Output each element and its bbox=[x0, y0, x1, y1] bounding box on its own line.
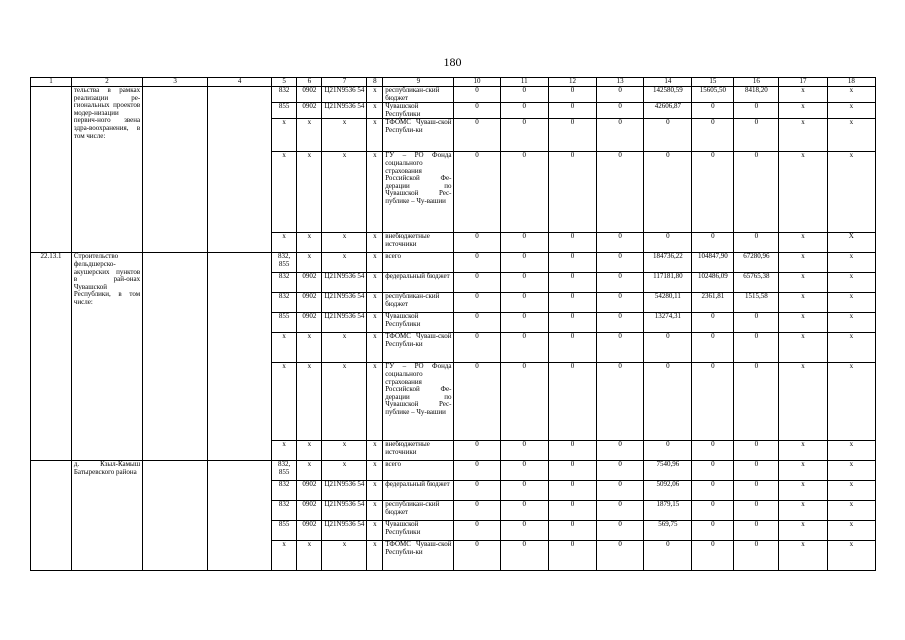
value-col15-cell: 0 bbox=[692, 441, 734, 461]
value-col18-cell: х bbox=[827, 441, 875, 461]
value-col17-cell: х bbox=[779, 119, 827, 152]
value-col12-cell: 0 bbox=[548, 313, 596, 333]
value-col12-cell: 0 bbox=[548, 273, 596, 293]
value-col14-cell: 0 bbox=[644, 441, 692, 461]
table-row bbox=[31, 253, 876, 273]
expense-type-cell: х bbox=[367, 273, 383, 293]
target-article-cell: Ц21N9536 54 bbox=[322, 313, 367, 333]
value-col13-cell: 0 bbox=[597, 521, 644, 541]
admin-code-cell: 832, 855 bbox=[272, 253, 297, 273]
expense-type-cell: х bbox=[367, 441, 383, 461]
section-code-cell: х bbox=[297, 253, 322, 273]
expense-type-cell: х bbox=[367, 313, 383, 333]
section-code-cell: 0902 bbox=[297, 501, 322, 521]
table-row bbox=[31, 461, 876, 481]
value-col10-cell: 0 bbox=[454, 273, 500, 293]
value-col14-cell: 5092,06 bbox=[644, 481, 692, 501]
target-article-cell: Ц21N9536 54 bbox=[322, 293, 367, 313]
value-col16-cell: 65765,38 bbox=[734, 273, 779, 293]
column-number-cell: 1 bbox=[31, 78, 72, 87]
value-col11-cell: 0 bbox=[500, 481, 548, 501]
funding-source-cell: федеральный бюджет bbox=[383, 273, 454, 293]
value-col12-cell: 0 bbox=[548, 293, 596, 313]
value-col18-cell: х bbox=[827, 363, 875, 441]
expense-type-cell: х bbox=[367, 233, 383, 253]
admin-code-cell: 832 bbox=[272, 481, 297, 501]
value-col18-cell: х bbox=[827, 541, 875, 571]
target-article-cell: х bbox=[322, 253, 367, 273]
column-number-cell: 7 bbox=[322, 78, 367, 87]
value-col12-cell: 0 bbox=[548, 521, 596, 541]
value-col17-cell: х bbox=[779, 233, 827, 253]
value-col14-cell: 54280,11 bbox=[644, 293, 692, 313]
item-number-cell bbox=[31, 87, 72, 253]
funding-source-cell: ГУ – РО Фонда социального страхования Российской Фе-дерации по Чувашской Рес-публике – Чу-вашии bbox=[383, 152, 454, 233]
target-article-cell: х bbox=[322, 363, 367, 441]
funding-source-cell: Чувашской Республики bbox=[383, 313, 454, 333]
column-number-cell: 3 bbox=[143, 78, 208, 87]
value-col10-cell: 0 bbox=[454, 293, 500, 313]
funding-source-cell: Чувашской Республики bbox=[383, 103, 454, 119]
value-col14-cell: 0 bbox=[644, 541, 692, 571]
col-4-cell bbox=[208, 461, 272, 571]
section-code-cell: 0902 bbox=[297, 293, 322, 313]
value-col13-cell: 0 bbox=[597, 233, 644, 253]
value-col18-cell: х bbox=[827, 481, 875, 501]
value-col13-cell: 0 bbox=[597, 363, 644, 441]
target-article-cell: х bbox=[322, 233, 367, 253]
value-col12-cell: 0 bbox=[548, 363, 596, 441]
funding-source-cell: внебюджетные источники bbox=[383, 233, 454, 253]
value-col18-cell: х bbox=[827, 333, 875, 363]
admin-code-cell: х bbox=[272, 233, 297, 253]
value-col13-cell: 0 bbox=[597, 481, 644, 501]
column-number-cell: 12 bbox=[548, 78, 596, 87]
value-col11-cell: 0 bbox=[500, 273, 548, 293]
section-code-cell: 0902 bbox=[297, 521, 322, 541]
value-col12-cell: 0 bbox=[548, 119, 596, 152]
admin-code-cell: 855 bbox=[272, 521, 297, 541]
target-article-cell: х bbox=[322, 333, 367, 363]
value-col12-cell: 0 bbox=[548, 461, 596, 481]
value-col10-cell: 0 bbox=[454, 363, 500, 441]
target-article-cell: Ц21N9536 54 bbox=[322, 501, 367, 521]
funding-source-cell: ТФОМС Чуваш-ской Республи-ки bbox=[383, 333, 454, 363]
expense-type-cell: х bbox=[367, 87, 383, 103]
value-col12-cell: 0 bbox=[548, 253, 596, 273]
value-col11-cell: 0 bbox=[500, 87, 548, 103]
value-col11-cell: 0 bbox=[500, 152, 548, 233]
value-col13-cell: 0 bbox=[597, 333, 644, 363]
value-col10-cell: 0 bbox=[454, 481, 500, 501]
value-col14-cell: 184736,22 bbox=[644, 253, 692, 273]
value-col17-cell: х bbox=[779, 313, 827, 333]
value-col11-cell: 0 bbox=[500, 363, 548, 441]
value-col16-cell: 0 bbox=[734, 233, 779, 253]
funding-source-cell: ГУ – РО Фонда социального страхования Российской Фе-дерации по Чувашской Рес-публике – Чу-вашии bbox=[383, 363, 454, 441]
value-col11-cell: 0 bbox=[500, 521, 548, 541]
value-col12-cell: 0 bbox=[548, 333, 596, 363]
value-col14-cell: 0 bbox=[644, 363, 692, 441]
funding-source-cell: республикан-ский бюджет bbox=[383, 87, 454, 103]
value-col11-cell: 0 bbox=[500, 103, 548, 119]
expense-type-cell: х bbox=[367, 333, 383, 363]
value-col17-cell: х bbox=[779, 501, 827, 521]
col-3-cell bbox=[143, 253, 208, 461]
admin-code-cell: 832 bbox=[272, 293, 297, 313]
value-col17-cell: х bbox=[779, 103, 827, 119]
value-col10-cell: 0 bbox=[454, 541, 500, 571]
value-col14-cell: 0 bbox=[644, 152, 692, 233]
value-col17-cell: х bbox=[779, 521, 827, 541]
value-col14-cell: 1879,15 bbox=[644, 501, 692, 521]
value-col12-cell: 0 bbox=[548, 541, 596, 571]
funding-source-cell: всего bbox=[383, 253, 454, 273]
col-3-cell bbox=[143, 87, 208, 253]
value-col13-cell: 0 bbox=[597, 87, 644, 103]
value-col10-cell: 0 bbox=[454, 253, 500, 273]
value-col18-cell: х bbox=[827, 521, 875, 541]
value-col14-cell: 42606,87 bbox=[644, 103, 692, 119]
column-number-cell: 8 bbox=[367, 78, 383, 87]
value-col15-cell: 0 bbox=[692, 152, 734, 233]
value-col16-cell: 1515,58 bbox=[734, 293, 779, 313]
column-number-cell: 16 bbox=[734, 78, 779, 87]
section-code-cell: х bbox=[297, 441, 322, 461]
expense-type-cell: х bbox=[367, 103, 383, 119]
value-col10-cell: 0 bbox=[454, 461, 500, 481]
value-col15-cell: 0 bbox=[692, 521, 734, 541]
col-4-cell bbox=[208, 253, 272, 461]
budget-table bbox=[30, 77, 876, 571]
funding-source-cell: внебюджетные источники bbox=[383, 441, 454, 461]
value-col18-cell: х bbox=[827, 501, 875, 521]
section-code-cell: 0902 bbox=[297, 273, 322, 293]
expense-type-cell: х bbox=[367, 541, 383, 571]
target-article-cell: х bbox=[322, 119, 367, 152]
column-number-cell: 18 bbox=[827, 78, 875, 87]
target-article-cell: х bbox=[322, 541, 367, 571]
expense-type-cell: х bbox=[367, 293, 383, 313]
item-description-cell: Строительство фельдшерско-акушерских пунктов в рай-онах Чувашской Республики, в том числе: bbox=[71, 253, 142, 461]
value-col10-cell: 0 bbox=[454, 119, 500, 152]
value-col16-cell: 0 bbox=[734, 441, 779, 461]
value-col16-cell: 0 bbox=[734, 313, 779, 333]
expense-type-cell: х bbox=[367, 363, 383, 441]
funding-source-cell: республикан-ский бюджет bbox=[383, 501, 454, 521]
admin-code-cell: 832, 855 bbox=[272, 461, 297, 481]
value-col15-cell: 104847,90 bbox=[692, 253, 734, 273]
value-col10-cell: 0 bbox=[454, 233, 500, 253]
value-col15-cell: 0 bbox=[692, 501, 734, 521]
section-code-cell: х bbox=[297, 461, 322, 481]
item-description-cell: тельства в рамках реализации ре-гиональных проектов модер-низации первич-ного звена здра-воохранения, в том числе: bbox=[71, 87, 142, 253]
value-col13-cell: 0 bbox=[597, 441, 644, 461]
value-col16-cell: 0 bbox=[734, 103, 779, 119]
value-col16-cell: 67280,96 bbox=[734, 253, 779, 273]
value-col18-cell: Х bbox=[827, 233, 875, 253]
value-col15-cell: 102486,09 bbox=[692, 273, 734, 293]
expense-type-cell: х bbox=[367, 119, 383, 152]
admin-code-cell: 832 bbox=[272, 501, 297, 521]
expense-type-cell: х bbox=[367, 521, 383, 541]
column-number-cell: 17 bbox=[779, 78, 827, 87]
value-col15-cell: 0 bbox=[692, 119, 734, 152]
col-4-cell bbox=[208, 87, 272, 253]
column-number-cell: 2 bbox=[71, 78, 142, 87]
value-col10-cell: 0 bbox=[454, 441, 500, 461]
item-number-cell: 22.13.1 bbox=[31, 253, 72, 461]
value-col13-cell: 0 bbox=[597, 313, 644, 333]
section-code-cell: 0902 bbox=[297, 313, 322, 333]
column-number-cell: 11 bbox=[500, 78, 548, 87]
value-col10-cell: 0 bbox=[454, 501, 500, 521]
value-col12-cell: 0 bbox=[548, 103, 596, 119]
value-col13-cell: 0 bbox=[597, 273, 644, 293]
value-col10-cell: 0 bbox=[454, 152, 500, 233]
target-article-cell: х bbox=[322, 461, 367, 481]
expense-type-cell: х bbox=[367, 152, 383, 233]
section-code-cell: х bbox=[297, 119, 322, 152]
column-number-cell: 6 bbox=[297, 78, 322, 87]
admin-code-cell: 855 bbox=[272, 103, 297, 119]
admin-code-cell: х bbox=[272, 541, 297, 571]
admin-code-cell: х bbox=[272, 441, 297, 461]
value-col17-cell: х bbox=[779, 333, 827, 363]
value-col18-cell: х bbox=[827, 461, 875, 481]
value-col17-cell: х bbox=[779, 273, 827, 293]
admin-code-cell: 855 bbox=[272, 313, 297, 333]
section-code-cell: 0902 bbox=[297, 87, 322, 103]
expense-type-cell: х bbox=[367, 461, 383, 481]
section-code-cell: 0902 bbox=[297, 103, 322, 119]
value-col18-cell: х bbox=[827, 293, 875, 313]
value-col18-cell: х bbox=[827, 253, 875, 273]
value-col10-cell: 0 bbox=[454, 333, 500, 363]
value-col13-cell: 0 bbox=[597, 461, 644, 481]
value-col12-cell: 0 bbox=[548, 501, 596, 521]
value-col16-cell: 0 bbox=[734, 152, 779, 233]
value-col10-cell: 0 bbox=[454, 521, 500, 541]
target-article-cell: Ц21N9536 54 bbox=[322, 481, 367, 501]
column-number-cell: 15 bbox=[692, 78, 734, 87]
value-col17-cell: х bbox=[779, 253, 827, 273]
value-col11-cell: 0 bbox=[500, 441, 548, 461]
value-col15-cell: 0 bbox=[692, 481, 734, 501]
value-col11-cell: 0 bbox=[500, 541, 548, 571]
value-col14-cell: 0 bbox=[644, 333, 692, 363]
value-col13-cell: 0 bbox=[597, 541, 644, 571]
column-number-cell: 9 bbox=[383, 78, 454, 87]
value-col12-cell: 0 bbox=[548, 233, 596, 253]
value-col14-cell: 569,75 bbox=[644, 521, 692, 541]
value-col17-cell: х bbox=[779, 87, 827, 103]
value-col10-cell: 0 bbox=[454, 103, 500, 119]
value-col14-cell: 0 bbox=[644, 119, 692, 152]
value-col12-cell: 0 bbox=[548, 481, 596, 501]
target-article-cell: Ц21N9536 54 bbox=[322, 87, 367, 103]
value-col14-cell: 0 bbox=[644, 233, 692, 253]
value-col18-cell: х bbox=[827, 313, 875, 333]
value-col16-cell: 0 bbox=[734, 363, 779, 441]
funding-source-cell: республикан-ский бюджет bbox=[383, 293, 454, 313]
value-col17-cell: х bbox=[779, 363, 827, 441]
column-number-row bbox=[31, 78, 876, 87]
value-col15-cell: 0 bbox=[692, 461, 734, 481]
target-article-cell: х bbox=[322, 152, 367, 233]
value-col17-cell: х bbox=[779, 541, 827, 571]
value-col17-cell: х bbox=[779, 152, 827, 233]
value-col14-cell: 13274,31 bbox=[644, 313, 692, 333]
section-code-cell: 0902 bbox=[297, 481, 322, 501]
admin-code-cell: 832 bbox=[272, 273, 297, 293]
funding-source-cell: Чувашской Республики bbox=[383, 521, 454, 541]
value-col16-cell: 0 bbox=[734, 501, 779, 521]
value-col11-cell: 0 bbox=[500, 501, 548, 521]
value-col11-cell: 0 bbox=[500, 233, 548, 253]
section-code-cell: х bbox=[297, 152, 322, 233]
admin-code-cell: х bbox=[272, 363, 297, 441]
value-col16-cell: 0 bbox=[734, 521, 779, 541]
value-col17-cell: х bbox=[779, 441, 827, 461]
value-col12-cell: 0 bbox=[548, 441, 596, 461]
table-row bbox=[31, 87, 876, 103]
target-article-cell: Ц21N9536 54 bbox=[322, 521, 367, 541]
value-col16-cell: 0 bbox=[734, 461, 779, 481]
value-col15-cell: 0 bbox=[692, 233, 734, 253]
column-number-cell: 4 bbox=[208, 78, 272, 87]
value-col14-cell: 117181,80 bbox=[644, 273, 692, 293]
value-col15-cell: 2361,81 bbox=[692, 293, 734, 313]
column-number-cell: 5 bbox=[272, 78, 297, 87]
value-col15-cell: 0 bbox=[692, 103, 734, 119]
admin-code-cell: х bbox=[272, 333, 297, 363]
value-col16-cell: 0 bbox=[734, 481, 779, 501]
column-number-cell: 13 bbox=[597, 78, 644, 87]
value-col11-cell: 0 bbox=[500, 119, 548, 152]
funding-source-cell: всего bbox=[383, 461, 454, 481]
value-col17-cell: х bbox=[779, 293, 827, 313]
col-3-cell bbox=[143, 461, 208, 571]
value-col18-cell: х bbox=[827, 103, 875, 119]
value-col18-cell: х bbox=[827, 152, 875, 233]
value-col11-cell: 0 bbox=[500, 333, 548, 363]
value-col17-cell: х bbox=[779, 481, 827, 501]
value-col10-cell: 0 bbox=[454, 313, 500, 333]
section-code-cell: х bbox=[297, 541, 322, 571]
value-col13-cell: 0 bbox=[597, 152, 644, 233]
value-col11-cell: 0 bbox=[500, 293, 548, 313]
value-col17-cell: х bbox=[779, 461, 827, 481]
value-col11-cell: 0 bbox=[500, 253, 548, 273]
value-col15-cell: 0 bbox=[692, 333, 734, 363]
value-col15-cell: 0 bbox=[692, 541, 734, 571]
value-col11-cell: 0 bbox=[500, 313, 548, 333]
value-col12-cell: 0 bbox=[548, 152, 596, 233]
value-col18-cell: х bbox=[827, 119, 875, 152]
value-col11-cell: 0 bbox=[500, 461, 548, 481]
value-col16-cell: 0 bbox=[734, 333, 779, 363]
section-code-cell: х bbox=[297, 333, 322, 363]
value-col12-cell: 0 bbox=[548, 87, 596, 103]
value-col14-cell: 142580,59 bbox=[644, 87, 692, 103]
admin-code-cell: 832 bbox=[272, 87, 297, 103]
value-col18-cell: х bbox=[827, 273, 875, 293]
value-col15-cell: 0 bbox=[692, 363, 734, 441]
value-col13-cell: 0 bbox=[597, 293, 644, 313]
value-col13-cell: 0 bbox=[597, 119, 644, 152]
value-col13-cell: 0 bbox=[597, 253, 644, 273]
target-article-cell: Ц21N9536 54 bbox=[322, 273, 367, 293]
value-col16-cell: 0 bbox=[734, 541, 779, 571]
target-article-cell: х bbox=[322, 441, 367, 461]
page-number: 180 bbox=[443, 55, 462, 69]
value-col13-cell: 0 bbox=[597, 501, 644, 521]
item-description-cell: д. Кзыл-Камыш Батыревского района bbox=[71, 461, 142, 571]
section-code-cell: х bbox=[297, 233, 322, 253]
admin-code-cell: х bbox=[272, 119, 297, 152]
section-code-cell: х bbox=[297, 363, 322, 441]
value-col15-cell: 15605,50 bbox=[692, 87, 734, 103]
expense-type-cell: х bbox=[367, 481, 383, 501]
value-col10-cell: 0 bbox=[454, 87, 500, 103]
value-col16-cell: 8418,20 bbox=[734, 87, 779, 103]
value-col18-cell: х bbox=[827, 87, 875, 103]
item-number-cell bbox=[31, 461, 72, 571]
target-article-cell: Ц21N9536 54 bbox=[322, 103, 367, 119]
column-number-cell: 10 bbox=[454, 78, 500, 87]
expense-type-cell: х bbox=[367, 253, 383, 273]
funding-source-cell: федеральный бюджет bbox=[383, 481, 454, 501]
value-col16-cell: 0 bbox=[734, 119, 779, 152]
value-col13-cell: 0 bbox=[597, 103, 644, 119]
funding-source-cell: ТФОМС Чуваш-ской Республи-ки bbox=[383, 119, 454, 152]
value-col14-cell: 7540,96 bbox=[644, 461, 692, 481]
value-col15-cell: 0 bbox=[692, 313, 734, 333]
admin-code-cell: х bbox=[272, 152, 297, 233]
funding-source-cell: ТФОМС Чуваш-ской Республи-ки bbox=[383, 541, 454, 571]
column-number-cell: 14 bbox=[644, 78, 692, 87]
expense-type-cell: х bbox=[367, 501, 383, 521]
